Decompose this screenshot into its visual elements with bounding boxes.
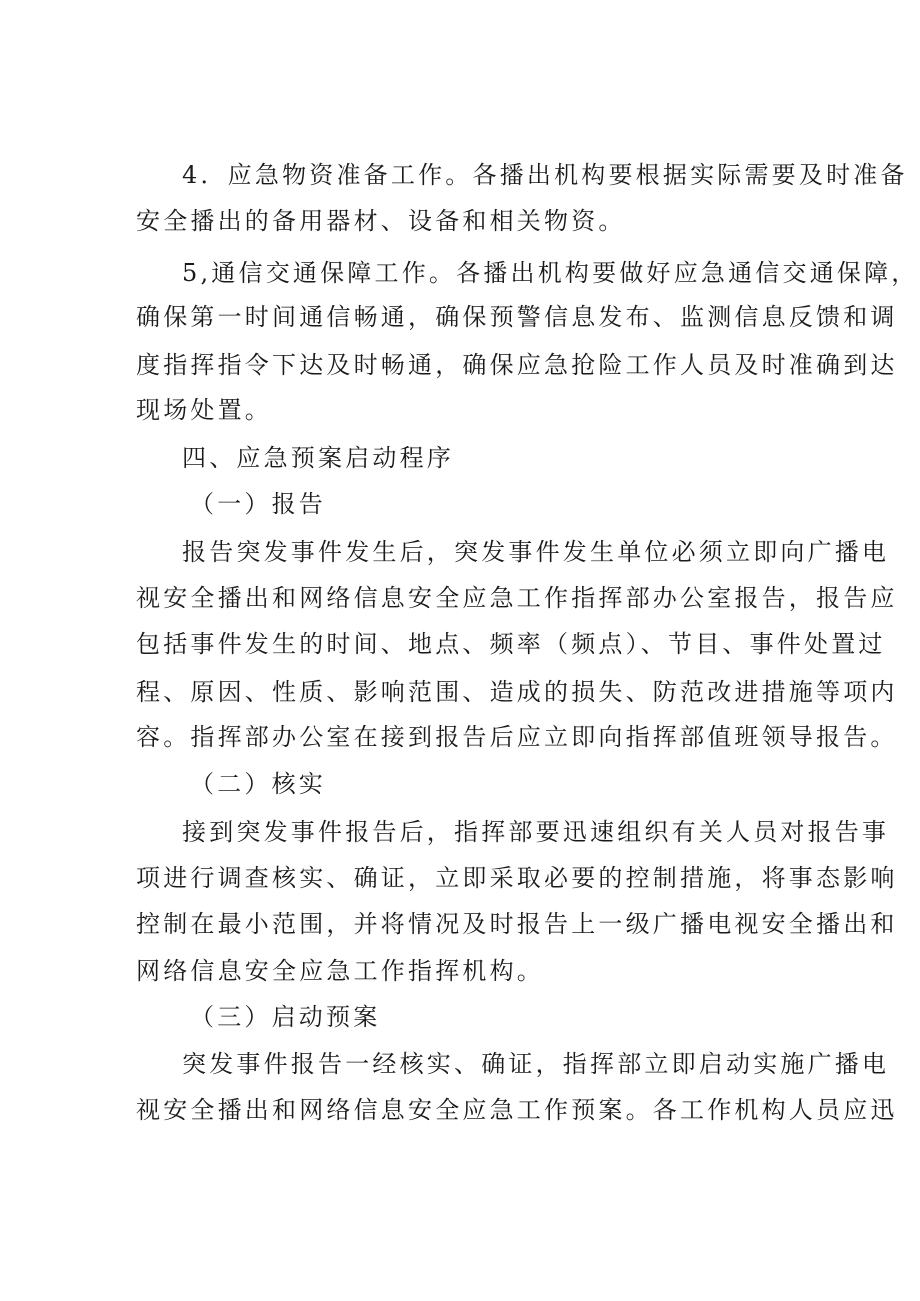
paragraph-line: 控制在最小范围，并将情况及时报告上一级广播电视安全播出和 (136, 910, 898, 938)
paragraph-line: 网络信息安全应急工作指挥机构。 (136, 957, 544, 985)
paragraph-line: 报告突发事件发生后，突发事件发生单位必须立即向广播电 (182, 538, 890, 566)
paragraph-line: 突发事件报告一经核实、确证，指挥部立即启动实施广播电 (182, 1050, 890, 1078)
paragraph-line: 安全播出的备用器材、设备和相关物资。 (136, 207, 626, 235)
paragraph-line: 程、原因、性质、影响范围、造成的损失、防范改进措施等项内 (136, 678, 898, 706)
paragraph-line: 包括事件发生的时间、地点、频率（频点）、节目、事件处置过 (136, 630, 886, 658)
paragraph-line: 容。指挥部办公室在接到报告后应立即向指挥部值班领导报告。 (136, 723, 898, 751)
paragraph-line: 项进行调查核实、确证，立即采取必要的控制措施，将事态影响 (136, 864, 898, 892)
paragraph-line: 视安全播出和网络信息安全应急工作指挥部办公室报告，报告应 (136, 584, 898, 612)
paragraph-line: 5,通信交通保障工作。各播出机构要做好应急通信交通保障， (182, 259, 919, 287)
subsection-heading: （三）启动预案 (190, 1003, 381, 1031)
paragraph-line: 度指挥指令下达及时畅通，确保应急抢险工作人员及时准确到达 (136, 351, 898, 379)
section-heading: 四、应急预案启动程序 (182, 444, 454, 472)
subsection-heading: （一）报告 (190, 490, 326, 518)
paragraph-line: 视安全播出和网络信息安全应急工作预案。各工作机构人员应迅 (136, 1096, 898, 1124)
paragraph-line: 现场处置。 (136, 396, 272, 424)
paragraph-line: 接到突发事件报告后，指挥部要迅速组织有关人员对报告事 (182, 818, 890, 846)
paragraph-line: 确保第一时间通信畅通，确保预警信息发布、监测信息反馈和调 (136, 303, 898, 331)
paragraph-line: 4．应急物资准备工作。各播出机构要根据实际需要及时准备 (182, 161, 908, 189)
subsection-heading: （二）核实 (190, 770, 326, 798)
